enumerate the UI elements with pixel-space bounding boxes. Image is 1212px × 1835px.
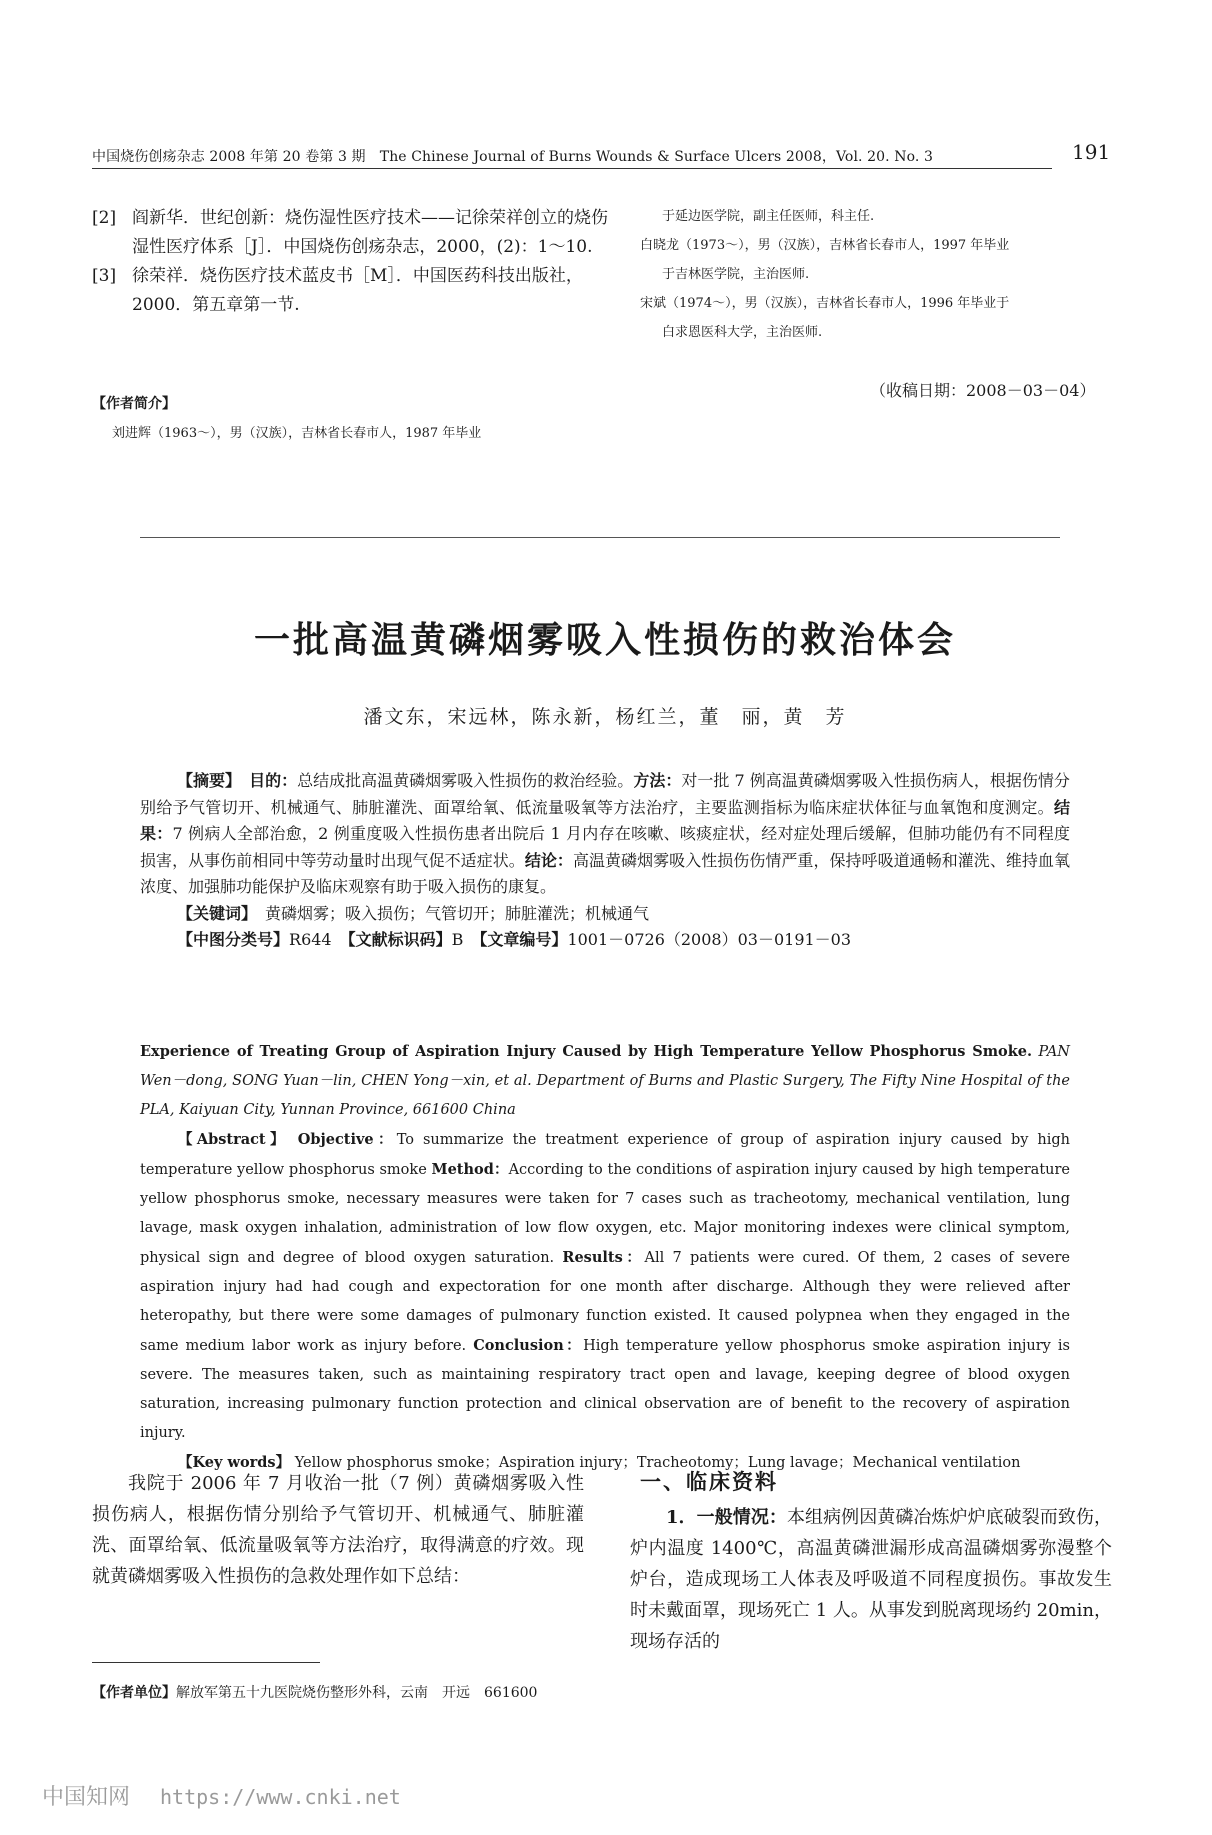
objective-text: 总结成批高温黄磷烟雾吸入性损伤的救治经验。 (297, 771, 634, 790)
article-authors: 潘文东，宋远林，陈永新，杨红兰，董 丽，黄 芳 (363, 706, 847, 728)
author-bio-heading: 【作者简介】 (92, 396, 176, 412)
result-text: 7 例病人全部治愈，2 例重度吸入性损伤患者出院后 1 月内存在咳嗽、咳痰症状，经对症处理后缓解，但肺功能仍有不同程度损害，从事伤前相同中等劳动量时出现气促不适症状。 (140, 824, 1070, 870)
keywords-text: 黄磷烟雾；吸入损伤；气管切开；肺脏灌洗；机械通气 (265, 903, 650, 923)
section-paragraph (630, 1502, 1112, 1657)
author-bio-line: 刘进辉（1963～），男（汉族），吉林省长春市人，1987 年毕业 (112, 426, 482, 441)
bio-line: 宋斌（1974～），男（汉族），吉林省长春市人，1996 年毕业于 (640, 296, 1010, 311)
en-method-text: According to the conditions of aspiration injury caused by high temperature yellow phosphorus smoke, necessary measures were taken for 7 cases such as tracheotomy, mechanical ventilation, lung lavage, mask oxygen inhalation, administration of low flow oxygen, etc. Major monitoring indexes were clinical symptom, physical sign and degree of blood oxygen saturation. (140, 1162, 1071, 1266)
article-divider (140, 537, 1060, 538)
page-number: 191 (1072, 140, 1111, 164)
article-number-label: 【文章编号】 (479, 930, 568, 949)
english-abstract-paragraph (140, 1125, 1070, 1448)
english-title-line (140, 1037, 1070, 1125)
en-result-label: Results： (562, 1249, 645, 1266)
result-label: 结果： (140, 797, 1070, 843)
english-abstract (140, 1037, 1070, 1478)
reference-number: [2] (92, 208, 117, 228)
reference-text: 阎新华．世纪创新：烧伤湿性医疗技术——记徐荣祥创立的烧伤湿性医疗体系［J］．中国烧伤创疡杂志，2000，(2)：1～10. (132, 208, 608, 257)
reference-item (92, 204, 612, 262)
english-title: Experience of Treating Group of Aspiration Injury Caused by High Temperature Yellow Phosphorus Smoke. (140, 1043, 1033, 1060)
received-date: （收稿日期：2008－03－04） (870, 381, 1096, 400)
article-title: 一批高温黄磷烟雾吸入性损伤的救治体会 (253, 620, 956, 661)
en-abstract-label: 【Abstract】 (178, 1131, 289, 1148)
cnki-watermark (42, 1780, 401, 1811)
author-bio-continued (640, 202, 1110, 347)
en-conclusion-text: High temperature yellow phosphorus smoke aspiration injury is severe. The measures taken, such as maintaining respiratory tract open and lavage, keeping degree of blood oxygen saturation, increasing pulmonary function protection and clinical observation are of benefit to the recovery of aspiration injury. (140, 1338, 1070, 1441)
method-label: 方法： (633, 771, 682, 790)
doc-code-value: B (451, 930, 464, 949)
reference-list (92, 204, 612, 320)
reference-number: [3] (92, 266, 117, 286)
en-objective-text: To summarize the treatment experience of group of aspiration injury caused by high temperature yellow phosphorus smoke (140, 1132, 1071, 1178)
class-label: 【中图分类号】 (177, 930, 290, 949)
doc-code-label: 【文献标识码】 (347, 930, 452, 949)
class-value: R644 (289, 930, 332, 949)
watermark-url: https://www.cnki.net (160, 1785, 401, 1809)
keywords-label: 【关键词】 (177, 903, 250, 923)
footnote-text: 解放军第五十九医院烧伤整形外科，云南 开远 661600 (176, 1685, 538, 1701)
footnote-label: 【作者单位】 (92, 1685, 176, 1701)
classification-line (140, 927, 1070, 954)
header-rule (92, 168, 1052, 169)
method-text: 对一批 7 例高温黄磷烟雾吸入性损伤病人，根据伤情分别给予气管切开、机械通气、肺脏灌洗、面罩给氧、低流量吸氧等方法治疗，主要监测指标为临床症状体征与血氧饱和度测定。 (140, 771, 1070, 817)
abstract-paragraph (140, 768, 1070, 901)
watermark-brand: 中国知网 (42, 1785, 131, 1810)
intro-paragraph: 我院于 2006 年 7 月收治一批（7 例）黄磷烟雾吸入性损伤病人，根据伤情分别给予气管切开、机械通气、肺脏灌洗、面罩给氧、低流量吸氧等方法治疗，取得满意的疗效。现就黄磷烟雾吸入性损伤的急救处理作如下总结： (92, 1473, 584, 1587)
en-conclusion-label: Conclusion： (473, 1337, 584, 1354)
en-result-text: All 7 patients were cured. Of them, 2 cases of severe aspiration injury had had cough and expectoration for one month after discharge. Although they were relieved after heteropathy, but there were some damages of pulmonary function existed. It caused polypnea when they engaged in the same medium labor work as injury before. (140, 1250, 1070, 1354)
article-number-value: 1001－0726（2008）03－0191－03 (567, 930, 852, 949)
en-keywords-label: 【Key words】 (178, 1454, 291, 1471)
footnote-rule (92, 1662, 320, 1663)
subsection-text: 本组病例因黄磷冶炼炉炉底破裂而致伤，炉内温度 1400℃，高温黄磷泄漏形成高温磷烟雾弥漫整个炉台，造成现场工人体表及呼吸道不同程度损伤。事故发生时未戴面罩，现场死亡 1 人。从事发到脱离现场约 20min，现场存活的 (630, 1507, 1112, 1652)
reference-item (92, 262, 612, 320)
objective-label: 目的： (249, 771, 298, 790)
bio-line: 白晓龙（1973～），男（汉族），吉林省长春市人，1997 年毕业 (640, 238, 1010, 253)
chinese-abstract (140, 768, 1070, 954)
footnote (92, 1682, 537, 1702)
en-method-label: Method： (431, 1161, 509, 1178)
en-objective-label: Objective： (297, 1131, 397, 1148)
bio-line: 于吉林医学院，主治医师. (662, 267, 810, 282)
conclusion-label: 结论： (524, 850, 573, 870)
conclusion-text: 高温黄磷烟雾吸入性损伤伤情严重，保持呼吸道通畅和灌洗、维持血氧浓度、加强肺功能保护及临床观察有助于吸入损伤的康复。 (140, 850, 1070, 896)
en-keywords-text: Yellow phosphorus smoke；Aspiration injury；Tracheotomy；Lung lavage；Mechanical ventilation (294, 1455, 1021, 1471)
english-authors: PAN Wen－dong, SONG Yuan－lin, CHEN Yong－xin, et al. Department of Burns and Plastic Surgery, The Fifty Nine Hospital of the PLA, Kaiyuan City, Yunnan Province, 661600 China (140, 1044, 1070, 1118)
subsection-label: 1．一般情况： (666, 1507, 787, 1528)
keywords-line (140, 901, 1070, 928)
section-heading: 一、临床资料 (640, 1469, 778, 1494)
reference-text: 徐荣祥．烧伤医疗技术蓝皮书［M］．中国医药科技出版社，2000．第五章第一节. (132, 266, 583, 315)
bio-line: 于延边医学院，副主任医师，科主任. (662, 209, 875, 224)
running-head: 中国烧伤创疡杂志 2008 年第 20 卷第 3 期 The Chinese Journal of Burns Wounds & Surface Ulcers 2008，Vol. 20. No. 3 (92, 149, 933, 165)
bio-line: 白求恩医科大学，主治医师. (662, 325, 823, 340)
abstract-label: 【摘要】 (177, 771, 234, 790)
